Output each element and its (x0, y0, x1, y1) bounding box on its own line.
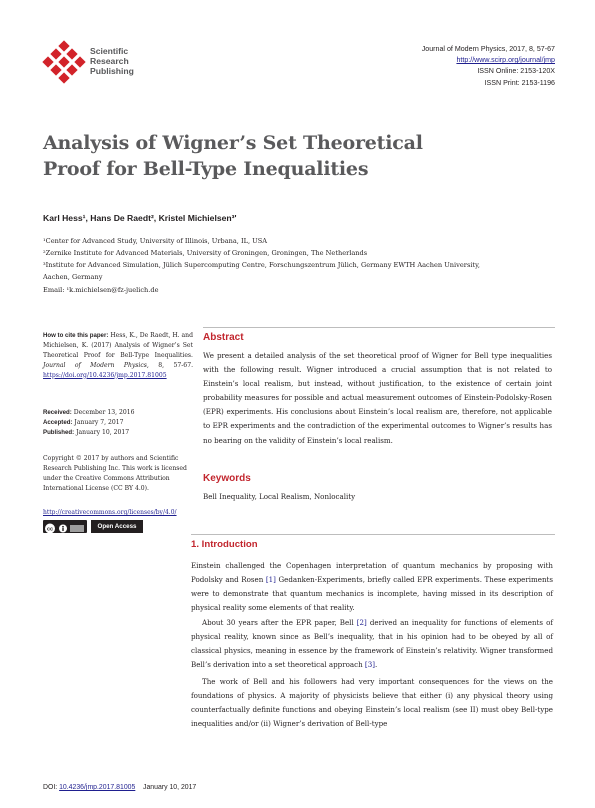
license-link[interactable]: http://creativecommons.org/licenses/by/4.0/ (43, 509, 177, 516)
affiliation-3-cont: Aachen, Germany (43, 273, 103, 281)
affiliation-3: ³Institute for Advanced Simulation, Jülich Supercomputing Centre, Forschungszentrum Jülich, Germany EWTH Aachen University, (43, 261, 481, 269)
divider (191, 534, 555, 535)
issn-print: ISSN Print: 2153-1196 (484, 78, 555, 87)
copyright-notice: Copyright © 2017 by authors and Scientific Research Publishing Inc. This work is licensed under the Creative Commons Attribution International License (CC BY 4.0). (43, 455, 187, 492)
page-footer: DOI: 10.4236/jmp.2017.81005 January 10, 2017 (43, 784, 197, 791)
intro-paragraph-3: The work of Bell and his followers had very important consequences for the views on the foundations of physics. A majority of physicists believe that either (i) any physical theory using counterfactually definite functions and obeying Einstein’s local realism (see II) must obey Bell-type inequalities and/or (ii) Wigner’s derivation of Bell-type (191, 677, 553, 729)
author-list: Karl Hess¹, Hans De Raedt², Kristel Michielsen³' (43, 213, 237, 223)
intro-paragraph-1: Einstein challenged the Copenhagen interpretation of quantum mechanics by proposing with Podolsky and Rosen [1] Gedanken-Experiments, briefly called EPR experiments. These experiments were to demonstrate that quantum mechanics is incomplete, having missed in its description of physical reality some elements of that reality. (191, 561, 554, 613)
reference-link[interactable]: [2] (356, 618, 367, 627)
cc-icon (43, 522, 87, 535)
footer-date: January 10, 2017 (143, 784, 197, 791)
issn-online: ISSN Online: 2153-120X (477, 67, 555, 76)
open-access-badge: Open Access (91, 520, 143, 533)
abstract-heading: Abstract (203, 332, 244, 343)
paper-title: Analysis of Wigner’s Set Theoretical Proof for Bell-Type Inequalities (43, 132, 423, 180)
cite-doi-link[interactable]: https://doi.org/10.4236/jmp.2017.81005 (43, 371, 167, 379)
keywords-heading: Keywords (203, 473, 251, 484)
how-to-cite: How to cite this paper: Hess, K., De Raedt, H. and Michielsen, K. (2017) Analysis of Wigner’s Set Theoretical Proof for Bell-Type Inequalities. Journal of Modern Physics, 8, 57-67. https://doi.org/10.4236/jmp.2017.81005 (43, 332, 194, 379)
keywords-text: Bell Inequality, Local Realism, Nonlocality (203, 492, 356, 501)
affiliation-2: ²Zernike Institute for Advanced Materials, University of Groningen, Groningen, The Netherlands (43, 249, 368, 257)
footer-doi-link[interactable]: 10.4236/jmp.2017.81005 (59, 784, 136, 791)
author-email: Email: ¹k.michielsen@fz-juelich.de (43, 286, 159, 294)
reference-link[interactable]: [1] (265, 575, 276, 585)
reference-link[interactable]: [3] (364, 660, 375, 670)
publisher-logo-icon (42, 40, 86, 84)
abstract-text: We present a detailed analysis of the set theoretical proof of Wigner for Bell type inequalities with the following result. Wigner introduced a crucial assumption that is not related to Einstein’s local realism, but instead, without justification, to the existence of certain joint probability measures for possible and actual measurement outcomes of Einstein-Podolsky-Rosen (EPR) experiments. His conclusions about Einstein’s local realism are, therefore, not applicable to EPR experiments and the contradiction of the experimental outcomes to Wigner’s results has no bearing on the validity of Einstein’s local realism. (203, 351, 552, 445)
journal-info (422, 44, 555, 89)
section-heading: 1. Introduction (191, 539, 258, 550)
journal-url-link[interactable]: http://www.scirp.org/journal/jmp (456, 56, 555, 65)
journal-citation: Journal of Modern Physics, 2017, 8, 57-67 (421, 45, 555, 53)
divider (203, 327, 555, 328)
intro-paragraph-2: About 30 years after the EPR paper, Bell [2] derived an inequality for functions of elements of physical reality, known since as Bell’s inequality, that in his opinion had to be obeyed by all of classical physics, meaning in essence by the framework of Einstein’s relativity. Wigner transformed Bell’s derivation into a set theoretical approach [3]. (191, 618, 553, 670)
dates: Received: December 13, 2016 Accepted: January 7, 2017 Published: January 10, 2017 (43, 409, 135, 436)
cite-label: How to cite this paper: (43, 332, 109, 339)
affiliation-1: ¹Center for Advanced Study, University of Illinois, Urbana, IL, USA (43, 237, 268, 245)
svg-text:cc: cc (46, 526, 54, 533)
publisher-name: Scientific Research Publishing (90, 46, 134, 76)
cc-license-badge[interactable] (43, 520, 87, 533)
